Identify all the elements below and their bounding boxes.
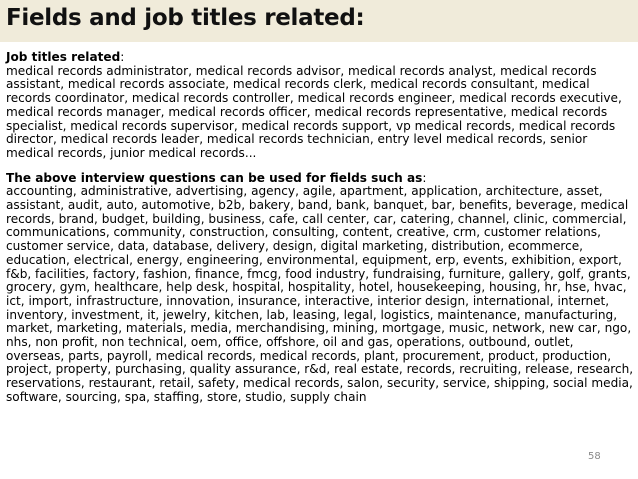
page-number: 58 [588,451,601,462]
fields-heading-label: The above interview questions can be used for fields such as [6,170,423,185]
job-titles-heading [6,51,634,65]
slide-header [0,0,638,42]
slide-body [6,51,634,405]
fields-heading [6,172,634,186]
fields-heading-colon: : [422,170,427,185]
job-titles-heading-colon: : [120,50,125,64]
slide-title: Fields and job titles related: [6,5,365,31]
job-titles-list: medical records administrator, medical records advisor, medical records analyst, medical records assistant, medical records associate, medical records clerk, medical records consultant, medical records coordinator, medical records controller, medical records engineer, medical records executive, medical records manager, medical records officer, medical records representative, medical records specialist, medical records supervisor, medical records support, vp medical records, medical records director, medical records leader, medical records technician, entry level medical records, senior medical records, junior medical records... [6,63,622,160]
fields-list: accounting, administrative, advertising, agency, agile, apartment, application, architecture, asset, assistant, audit, auto, automotive, b2b, bakery, band, bank, banquet, bar, benefits, beverage, medical records, brand, budget, building, business, cafe, call center, car, catering, channel, clinic, commercial, communications, community, construction, consulting, content, creative, crm, customer relations, customer service, data, database, delivery, design, digital marketing, distribution, ecommerce, education, electrical, energy, engineering, environmental, equipment, erp, events, exhibition, export, f&b, facilities, factory, fashion, finance, fmcg, food industry, fundraising, furniture, gallery, golf, grants, grocery, gym, healthcare, help desk, hospital, hospitality, hotel, housekeeping, housing, hr, hse, hvac, ict, import, infrastructure, innovation, insurance, interactive, interior design, international, internet, inventory, investment, it, jewelry, kitchen, lab, leasing, legal, logistics, maintenance, manufacturing, market, marketing, materials, media, merchandising, mining, mortgage, music, network, new car, ngo, nhs, non profit, non technical, oem, office, offshore, oil and gas, operations, outbound, outlet, overseas, parts, payroll, medical records, medical records, plant, procurement, product, production, project, property, purchasing, quality assurance, r&d, real estate, records, recruiting, release, research, reservations, restaurant, retail, safety, medical records, salon, security, service, shipping, social media, software, sourcing, spa, staffing, store, studio, supply chain [6,184,634,404]
job-titles-heading-label: Job titles related [6,50,121,64]
